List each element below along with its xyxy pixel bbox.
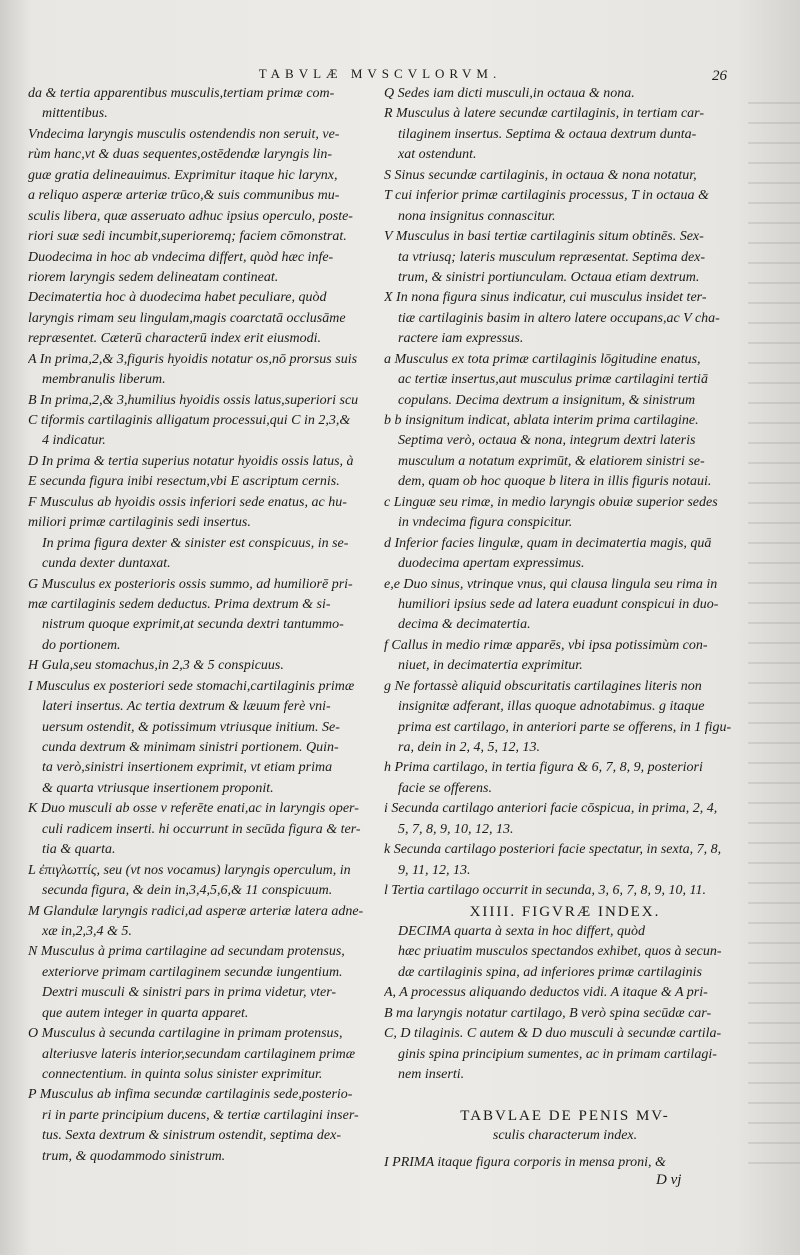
right-column-line: niuet, in decimatertia exprimitur. <box>398 658 583 674</box>
right-column-line: xat ostendunt. <box>398 147 477 163</box>
right-column-line: copulans. Decima dextrum a insignitum, & sinistrum <box>398 392 696 408</box>
left-column-line: Duodecima in hoc ab vndecima differt, quòd hæc infe- <box>28 249 334 265</box>
left-column-line: O Musculus à secunda cartilagine in primam protensus, <box>28 1026 343 1042</box>
bleed-through-margin <box>748 90 800 1170</box>
left-column-line: In prima figura dexter & sinister est conspicuus, in se- <box>42 535 349 551</box>
left-column-line: riorem laryngis sedem delineatam contineat. <box>28 269 279 285</box>
left-column-line: ta verò,sinistri insertionem exprimit, vt etiam prima <box>42 760 333 776</box>
right-column-line: trum, & sinistri portiunculam. Octaua etiam dextrum. <box>398 269 700 285</box>
left-column-line: M Glandulæ laryngis radici,ad asperæ arteriæ latera adne- <box>28 903 364 919</box>
left-column-line: guæ gratia delineauimus. Exprimitur itaque hic larynx, <box>28 167 338 183</box>
index-line: C, D tilaginis. C autem & D duo musculi à secundæ cartila- <box>384 1026 722 1042</box>
left-column-line: uersum ostendit, & potissimum vtriusque initium. Se- <box>42 719 340 735</box>
right-column-line: insignitæ adferant, illas quoque adnotabimus. g itaque <box>398 699 705 715</box>
left-column-line: Dextri musculi & sinistri pars in prima videtur, vter- <box>42 985 337 1001</box>
left-column-line: 4 indicatur. <box>42 433 106 449</box>
left-column-line: que autem integer in quarta apparet. <box>42 1005 249 1021</box>
right-column-entries <box>384 84 746 902</box>
right-column-line: d Inferior facies lingulæ, quam in decimatertia magis, quā <box>384 535 712 551</box>
left-column-line: G Musculus ex posterioris ossis summo, ad humiliorē pri- <box>28 576 353 592</box>
right-column-line: k Secunda cartilago posteriori facie spectatur, in sexta, 7, 8, <box>384 842 722 858</box>
running-head: TABVLÆ MVSCVLORVM. <box>258 66 502 81</box>
index-text <box>384 922 746 1086</box>
left-column-line: mittentibus. <box>42 106 108 122</box>
left-column-line: connectentium. in quinta solus sinister exprimitur. <box>42 1067 323 1082</box>
index-heading: XIIII. FIGVRÆ INDEX. <box>469 903 661 920</box>
catchword: D vj <box>656 1172 682 1188</box>
left-column-line: tia & quarta. <box>42 842 116 858</box>
right-column-line: facie se offerens. <box>398 780 492 796</box>
left-column-line: sculis libera, quæ asseruato adhuc ipsius operculo, poste- <box>28 208 353 224</box>
right-column-line: ac tertiæ insertus,aut musculus primæ cartilagini tertiā <box>398 372 708 388</box>
index-line: hæc priuatim musculos spectandos exhibet, quos à secun- <box>398 944 722 960</box>
left-column-line: da & tertia apparentibus musculis,tertiam primæ com- <box>28 86 335 101</box>
right-column-line: g Ne fortassè aliquid obscuritatis cartilagines literis non <box>384 678 702 694</box>
right-column-line: 9, 11, 12, 13. <box>398 862 471 878</box>
left-column-line: ri in parte principium ducens, & tertiæ cartilagini inser- <box>42 1107 359 1123</box>
right-column-line: prima est cartilago, in anteriori parte se offerens, in 1 figu- <box>398 719 732 735</box>
right-column-line: dem, quam ob hoc quoque b litera in illis figuris notaui. <box>398 474 712 490</box>
left-column-line: secunda figura, & dein in,3,4,5,6,& 11 conspicuum. <box>42 883 333 899</box>
left-column-line: A In prima,2,& 3,figuris hyoidis notatur os,nō prorsus suis <box>28 351 358 367</box>
right-column-line: duodecima apertam expressimus. <box>398 556 585 572</box>
left-column-line: C tiformis cartilaginis alligatum processui,qui C in 2,3,& <box>28 413 351 428</box>
left-column-line: K Duo musculi ab osse v referēte enati,ac in laryngis oper- <box>28 801 359 817</box>
section-title-line1: TABVLAE DE PENIS MV- <box>460 1107 670 1124</box>
final-entry: I PRIMA itaque figura corporis in mensa proni, & <box>384 1154 666 1170</box>
right-column-line: R Musculus à latere secundæ cartilaginis, in tertiam car- <box>384 106 704 122</box>
right-column-line: humiliori ipsius sede ad latera euadunt conspicui in duo- <box>398 596 719 612</box>
right-column-line: V Musculus in basi tertiæ cartilaginis situm obtinēs. Sex- <box>384 229 704 245</box>
right-column-line: c Linguæ seu rimæ, in medio laryngis obuiæ superior sedes <box>384 494 718 510</box>
right-column-line: ta vtriusq; lateris musculum repræsentat. Septima dex- <box>398 249 706 265</box>
right-column-line: ra, dein in 2, 4, 5, 12, 13. <box>398 740 540 755</box>
left-column-line: F Musculus ab hyoidis ossis inferiori sede enatus, ac hu- <box>28 494 347 510</box>
left-column-line: xæ in,2,3,4 & 5. <box>42 923 132 939</box>
right-column-line: i Secunda cartilago anteriori facie cōspicua, in prima, 2, 4, <box>384 801 718 817</box>
left-column-line: Vndecima laryngis musculis ostendendis non seruit, ve- <box>28 126 340 142</box>
index-line: ginis spina principium sumentes, ac in primam cartilagi- <box>398 1046 717 1062</box>
left-column <box>28 84 384 1167</box>
right-column-line: h Prima cartilago, in tertia figura & 6, 7, 8, 9, posteriori <box>384 760 703 776</box>
right-column <box>384 84 746 1173</box>
left-column-line: tus. Sexta dextrum & sinistrum ostendit, septima dex- <box>42 1128 342 1144</box>
left-column-line: trum, & quodammodo sinistrum. <box>42 1148 226 1164</box>
index-line: DECIMA quarta à sexta in hoc differt, quòd <box>398 923 646 939</box>
left-column-line: cunda dextrum & minimam sinistri portionem. Quin- <box>42 740 339 755</box>
left-column-line: mæ cartilaginis sedem deductus. Prima dextrum & si- <box>28 596 331 612</box>
left-column-line: riori suæ sedi incumbit,superioremq; faciem cōmonstrat. <box>28 229 347 245</box>
right-column-line: musculum a notatum exprimūt, & elatiorem sinistri se- <box>398 453 705 469</box>
right-column-line: tiæ cartilaginis basim in altero latere occupans,ac V cha- <box>398 310 720 326</box>
index-line: dæ cartilaginis spina, ad inferiores primæ cartilaginis <box>398 964 703 980</box>
index-line: B ma laryngis notatur cartilago, B verò spina secūdæ car- <box>384 1005 712 1021</box>
left-column-line: a reliquo asperæ arteriæ trūco,& suis communibus mu- <box>28 188 340 204</box>
left-column-line: membranulis liberum. <box>42 372 166 388</box>
left-column-line: nistrum quoque exprimit,at secunda dextri tantummo- <box>42 617 344 633</box>
left-column-line: cunda dexter duntaxat. <box>42 556 171 572</box>
left-column-line: L ἐπιγλωττίς, seu (vt nos vocamus) laryngis operculum, in <box>28 862 351 878</box>
left-column-line: Decimatertia hoc à duodecima habet peculiare, quòd <box>28 290 327 306</box>
right-column-line: Septima verò, octaua & nona, integrum dextri lateris <box>398 433 696 449</box>
index-line: A, A processus aliquando deductos vidi. A itaque & A pri- <box>384 985 708 1001</box>
left-column-line: B In prima,2,& 3,humilius hyoidis ossis latus,superiori scu <box>28 392 359 408</box>
left-column-line: repræsentet. Cæterū characterū index erit eiusmodi. <box>28 331 322 347</box>
right-column-line: a Musculus ex tota primæ cartilaginis lōgitudine enatus, <box>384 351 701 367</box>
left-column-line: & quarta vtriusque insertionem proponit. <box>42 780 274 796</box>
left-column-line: P Musculus ab infima secundæ cartilaginis sede,posterio- <box>28 1087 353 1103</box>
left-column-line: N Musculus à prima cartilagine ad secundam protensus, <box>28 944 345 960</box>
left-column-line: miliori primæ cartilaginis sedi insertus. <box>28 515 251 531</box>
right-column-line: in vndecima figura conspicitur. <box>398 515 573 531</box>
left-column-line: do portionem. <box>42 637 121 653</box>
left-column-line: D In prima & tertia superius notatur hyoidis ossis latus, à <box>28 453 354 469</box>
left-column-line: exteriorve primam cartilaginem secundæ iungentium. <box>42 964 343 980</box>
left-column-line: culi radicem inserti. hi occurrunt in secūda figura & ter- <box>42 821 361 837</box>
right-column-line: e,e Duo sinus, vtrinque vnus, qui clausa lingula seu rima in <box>384 576 718 592</box>
left-column-line: rùm hanc,vt & duas sequentes,ostēdendæ laryngis lin- <box>28 147 333 163</box>
right-column-line: nona insignitus connascitur. <box>398 208 556 224</box>
right-column-line: ractere iam expressus. <box>398 331 524 347</box>
page-number: 26 <box>712 68 727 84</box>
right-column-line: 5, 7, 8, 9, 10, 12, 13. <box>398 821 514 837</box>
right-column-line: decima & decimatertia. <box>398 617 531 633</box>
right-column-line: f Callus in medio rimæ apparēs, vbi ipsa potissimùm con- <box>384 637 708 653</box>
left-column-line: laryngis rimam seu lingulam,magis coarctatā occlusāme <box>28 310 346 326</box>
left-column-line: lateri insertus. Ac tertia dextrum & læuum ferè vni- <box>42 699 331 715</box>
left-column-line: E secunda figura inibi resectum,vbi E ascriptum cernis. <box>28 474 340 490</box>
right-column-line: X In nona figura sinus indicatur, cui musculus insidet ter- <box>384 290 707 306</box>
left-column-line: H Gula,seu stomachus,in 2,3 & 5 conspicuus. <box>28 658 284 674</box>
right-column-line: T cui inferior primæ cartilaginis processus, T in octaua & <box>384 188 709 204</box>
right-column-line: l Tertia cartilago occurrit in secunda, 3, 6, 7, 8, 9, 10, 11. <box>384 883 706 899</box>
spacer <box>384 1085 746 1105</box>
right-column-line: S Sinus secundæ cartilaginis, in octaua & nona notatur, <box>384 167 697 183</box>
right-column-line: b b insignitum indicat, ablata interim prima cartilagine. <box>384 413 699 428</box>
right-column-line: Q Sedes iam dicti musculi,in octaua & nona. <box>384 86 635 101</box>
right-column-line: tilaginem insertus. Septima & octaua dextrum dunta- <box>398 126 697 142</box>
left-column-line: I Musculus ex posteriori sede stomachi,cartilaginis primæ <box>28 678 355 694</box>
section-title-line2: sculis characterum index. <box>492 1128 638 1144</box>
index-line: nem inserti. <box>398 1067 465 1082</box>
left-column-line: alteriusve lateris interior,secundam cartilaginem primæ <box>42 1046 356 1062</box>
